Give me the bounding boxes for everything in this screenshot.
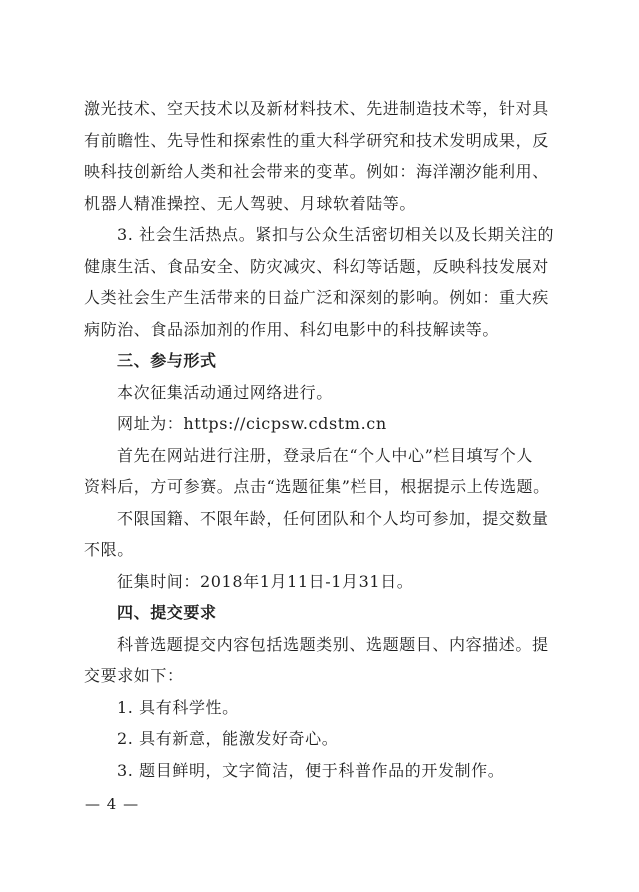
- paragraph-line: 激光技术、空天技术以及新材料技术、先进制造技术等，针对具: [84, 99, 549, 118]
- list-item: 2. 具有新意，能激发好奇心。: [117, 729, 339, 748]
- paragraph-line: 不限。: [84, 540, 134, 559]
- paragraph-line: 有前瞻性、先导性和探索性的重大科学研究和技术发明成果，反: [84, 130, 549, 150]
- paragraph-line: 健康生活、食品安全、防灾减灾、科幻等话题，反映科技发展对: [84, 256, 549, 276]
- collection-time-line: 征集时间：2018年1月11日-1月31日。: [117, 571, 414, 591]
- paragraph-line: 不限国籍、不限年龄，任何团队和个人均可参加，提交数量: [117, 508, 549, 528]
- list-item: 3. 题目鲜明，文字简洁，便于科普作品的开发制作。: [117, 760, 505, 780]
- paragraph-line: 交要求如下：: [84, 666, 184, 685]
- list-item: 1. 具有科学性。: [117, 697, 239, 717]
- paragraph-line: 人类社会生产生活带来的日益广泛和深刻的影响。例如：重大疾: [84, 288, 549, 307]
- paragraph-line: 机器人精准操控、无人驾驶、月球软着陆等。: [84, 193, 417, 213]
- body-text: [84, 93, 564, 786]
- paragraph-line: 科普选题提交内容包括选题类别、选题题目、内容描述。提: [117, 634, 549, 654]
- section-heading: 三、参与形式: [117, 351, 217, 370]
- website-line: 网址为：https://cicpsw.cdstm.cn: [117, 414, 387, 433]
- paragraph-line: 本次征集活动通过网络进行。: [117, 382, 333, 402]
- page-number: — 4 —: [85, 795, 140, 813]
- paragraph-line: 病防治、食品添加剂的作用、科幻电影中的科技解读等。: [84, 319, 500, 339]
- section-heading: 四、提交要求: [117, 603, 217, 622]
- paragraph-line: 映科技创新给人类和社会带来的变革。例如：海洋潮汐能利用、: [84, 162, 549, 181]
- paragraph-line: 首先在网站进行注册，登录后在“个人中心”栏目填写个人: [117, 445, 533, 465]
- paragraph-line: 3. 社会生活热点。紧扣与公众生活密切相关以及长期关注的: [117, 225, 555, 244]
- paragraph-line: 资料后，方可参赛。点击“选题征集”栏目，根据提示上传选题。: [84, 477, 550, 496]
